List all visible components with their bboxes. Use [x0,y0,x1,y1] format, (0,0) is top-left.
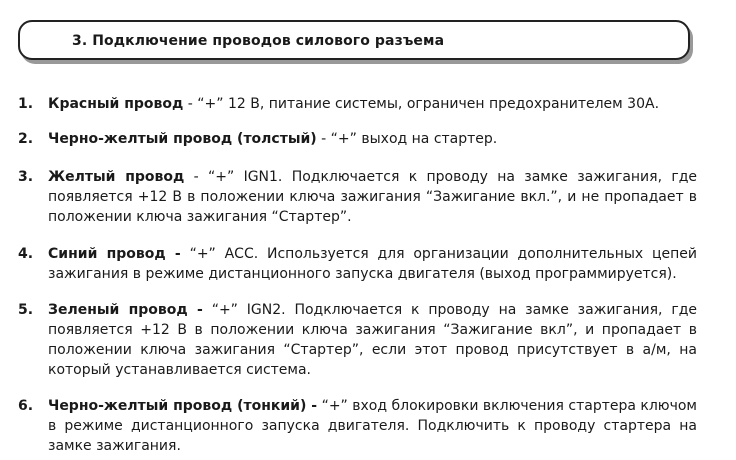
item-separator [203,302,212,318]
item-number: 3. [18,169,34,185]
item-text [48,396,697,456]
item-text [48,167,697,227]
item-separator: - [183,96,198,112]
wire-name: Зеленый провод - [48,302,203,318]
item-number: 5. [18,302,34,318]
section-header [18,20,690,60]
wire-name: Синий провод - [48,246,181,262]
item-number: 1. [18,96,34,112]
wire-name: Красный провод [48,96,184,112]
section-title: 3. Подключение проводов силового разъема [72,33,445,49]
wire-description: “+” АСС. Используется для организации дополнительных цепей зажигания в режиме дистанционного запуска двигателя (выход программируется). [48,246,697,282]
wire-description: “+” вход блокировки включения стартера ключом в режиме дистанционного запуска двигателя. Подключить к проводу стартера на замке зажигания. [48,398,697,454]
wire-name: Желтый провод [48,169,185,185]
item-separator: - [316,131,331,147]
wire-name: Черно-желтый провод (толстый) [48,131,317,147]
item-number: 4. [18,246,34,262]
wire-description: “+” выход на стартер. [330,131,498,147]
wire-description: “+” 12 В, питание системы, ограничен предохранителем 30А. [197,96,660,112]
item-number: 6. [18,398,34,414]
item-text [48,300,697,380]
item-separator [181,246,190,262]
wire-description: “+” IGN1. Подключается к проводу на замке зажигания, где появляется +12 В в положении ключа зажигания “Зажигание вкл.”, и не пропадает в положении ключа зажигания “Стартер”. [48,169,697,225]
item-separator: - [184,169,209,185]
item-number: 2. [18,131,34,147]
wire-description: “+” IGN2. Подключается к проводу на замке зажигания, где появляется +12 В в положении ключа зажигания “Зажигание вкл”, и пропадает в положении ключа зажигания “Стартер”, если этот провод присутствует в а/м, на который устанавливается система. [48,302,697,378]
item-text [48,129,697,149]
item-text [48,94,697,114]
wire-name: Черно-желтый провод (тонкий) - [48,398,318,414]
item-text [48,244,697,284]
